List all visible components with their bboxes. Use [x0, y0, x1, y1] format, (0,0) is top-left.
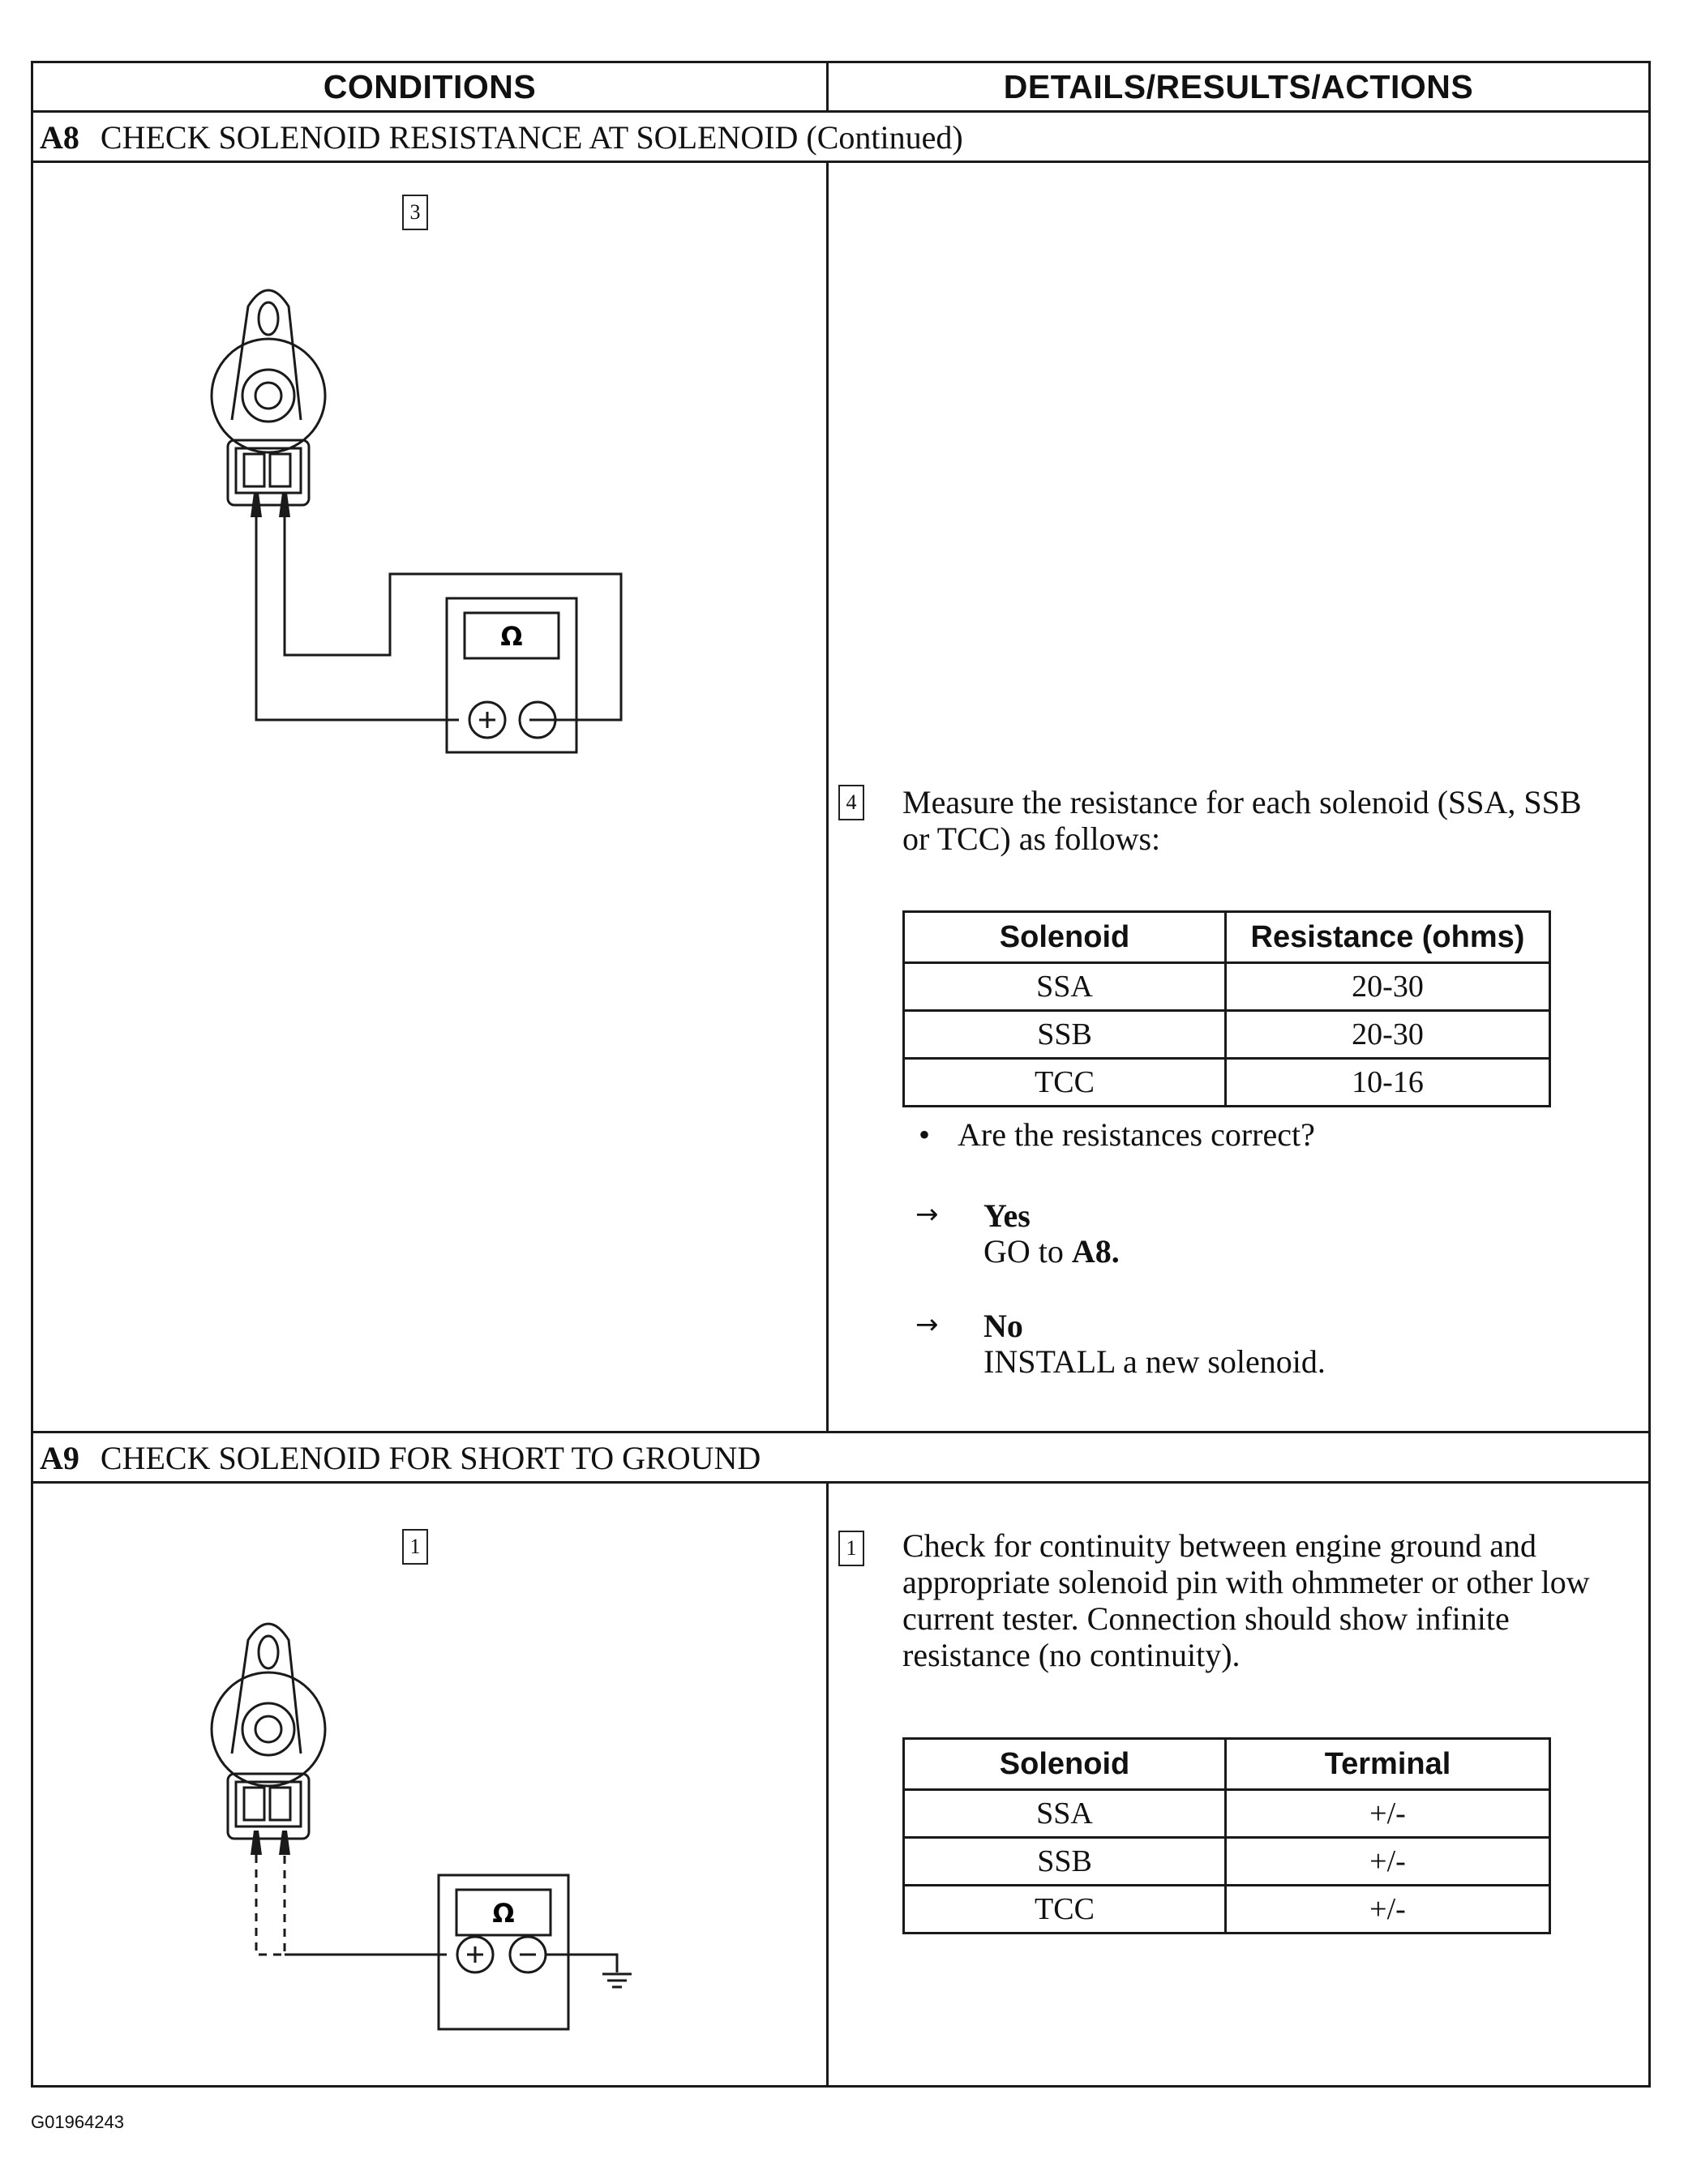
column-header: Solenoid	[904, 1739, 1226, 1790]
a8-step-box: 4	[838, 785, 864, 820]
table-cell: +/-	[1226, 1886, 1550, 1933]
a8-no-action: INSTALL a new solenoid.	[983, 1343, 1326, 1380]
a9-instruction: Check for continuity between engine ground and appropriate solenoid pin with ohmmeter or other low current tester. Connection should show infinite resistance (no continuity).	[902, 1527, 1590, 1673]
a9-section-id: A9	[40, 1439, 79, 1476]
a8-meter-ohm-label: Ω	[500, 621, 523, 652]
arrow-right-icon: →	[915, 1308, 939, 1341]
a9-short-to-ground-diagram	[179, 1608, 682, 2078]
a8-yes-branch	[983, 1198, 1120, 1270]
details-header: DETAILS/RESULTS/ACTIONS	[1003, 67, 1474, 105]
table-row	[904, 1059, 1550, 1107]
table-cell: SSB	[904, 1838, 1226, 1886]
a9-figure-step-box: 1	[402, 1529, 428, 1565]
table-cell: SSA	[904, 963, 1226, 1011]
column-header: Solenoid	[904, 912, 1226, 963]
table-row	[904, 963, 1550, 1011]
table-header-row	[904, 1739, 1550, 1790]
table-cell: TCC	[904, 1059, 1226, 1107]
a9-section-text: CHECK SOLENOID FOR SHORT TO GROUND	[100, 1439, 761, 1476]
procedure-table	[31, 61, 1651, 2088]
table-cell: TCC	[904, 1886, 1226, 1933]
a8-yes-action-prefix: GO to	[983, 1233, 1072, 1270]
table-header-row	[904, 912, 1550, 963]
table-row	[904, 1011, 1550, 1059]
column-divider	[826, 63, 829, 2085]
table-cell: 20-30	[1226, 963, 1550, 1011]
conditions-header: CONDITIONS	[323, 67, 537, 105]
table-cell: +/-	[1226, 1790, 1550, 1838]
a8-ohmmeter-diagram	[179, 274, 682, 777]
a8-no-label: No	[983, 1308, 1023, 1344]
a8-figure-step-box: 3	[402, 195, 428, 230]
table-cell: SSA	[904, 1790, 1226, 1838]
a9-meter-ohm-label: Ω	[492, 1898, 515, 1929]
a8-section-title	[33, 113, 963, 161]
a9-section-title	[33, 1433, 761, 1482]
table-cell: SSB	[904, 1011, 1226, 1059]
a8-question: Are the resistances correct?	[958, 1116, 1315, 1153]
a8-section-id: A8	[40, 118, 79, 156]
a8-instruction: Measure the resistance for each solenoid (SSA, SSB or TCC) as follows:	[902, 784, 1582, 857]
a9-terminal-table	[902, 1737, 1551, 1934]
table-cell: 20-30	[1226, 1011, 1550, 1059]
table-row	[904, 1790, 1550, 1838]
bullet-icon: •	[919, 1116, 931, 1153]
table-cell: +/-	[1226, 1838, 1550, 1886]
column-header: Resistance (ohms)	[1226, 912, 1550, 963]
table-row	[904, 1838, 1550, 1886]
table-cell: 10-16	[1226, 1059, 1550, 1107]
table-row	[904, 1886, 1550, 1933]
a8-no-branch	[983, 1308, 1326, 1380]
a8-resistance-table	[902, 910, 1551, 1107]
arrow-right-icon: →	[915, 1198, 939, 1231]
a8-yes-label: Yes	[983, 1197, 1031, 1234]
column-header: Terminal	[1226, 1739, 1550, 1790]
a9-step-box: 1	[838, 1531, 864, 1566]
a8-yes-action-ref: A8.	[1071, 1233, 1120, 1270]
figure-code: G01964243	[31, 2112, 124, 2132]
a8-section-text: CHECK SOLENOID RESISTANCE AT SOLENOID (Continued)	[100, 118, 963, 156]
